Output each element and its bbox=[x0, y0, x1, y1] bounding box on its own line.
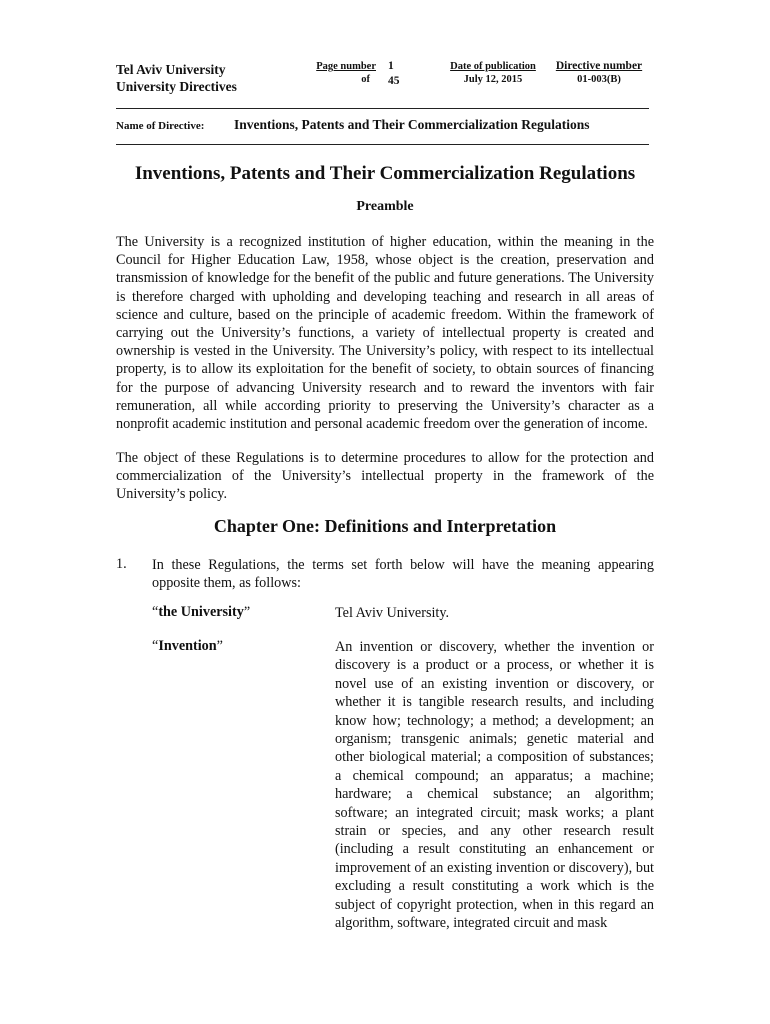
section-text: In these Regulations, the terms set forth below will have the meaning appearing opposite them, as follows: bbox=[152, 557, 654, 592]
definition-term bbox=[152, 604, 250, 621]
page-number-value: 1 bbox=[388, 60, 394, 72]
close-quote: ” bbox=[243, 604, 251, 620]
preamble-heading: Preamble bbox=[356, 199, 414, 214]
directive-number-value: 01-003(B) bbox=[577, 74, 621, 85]
page-number-values bbox=[388, 60, 412, 88]
of-label: of bbox=[361, 74, 370, 85]
publication-date-label: Date of publication bbox=[450, 61, 536, 72]
page-number-label: Page number bbox=[316, 61, 376, 72]
org-subtitle: University Directives bbox=[116, 79, 237, 94]
definition-text: An invention or discovery, whether the invention or discovery is a product or a process, or whether it is novel use of an existing invention or discovery, or whether it is tangible research results, and including know how; technology; a method; a development; an organism; transgenic animals; genetic material and other biological material; a composition of substances; a chemical compound; an apparatus; a machine; hardware; a chemical substance; an algorithm; software; an integrated circuit; mask works; a plant strain or species, and any other research result (including a result constituting an enhancement or improvement of an existing invention or discovery), but excluding a result constituting a work which is the subject of copyright protection, when in this regard an algorithm, software, integrated circuit and mask bbox=[335, 639, 654, 932]
open-quote: “ bbox=[152, 604, 159, 620]
publication-date-block bbox=[448, 60, 538, 86]
preamble-paragraph-2: The object of these Regulations is to determine procedures to allow for the protection and commercialization of the University’s intellectual property in the framework of the University’s policy. bbox=[116, 450, 654, 503]
header-divider-bottom bbox=[116, 144, 649, 145]
definition-text: Tel Aviv University. bbox=[335, 605, 450, 621]
document-title: Inventions, Patents and Their Commercialization Regulations bbox=[134, 163, 636, 184]
directive-name-row bbox=[116, 116, 649, 134]
term-text: the University bbox=[158, 604, 244, 620]
header-organization bbox=[116, 61, 237, 95]
page-number-labels bbox=[316, 60, 376, 86]
directive-name-value: Inventions, Patents and Their Commercialization Regulations bbox=[234, 117, 590, 132]
section-number: 1. bbox=[116, 556, 127, 572]
directive-number-block bbox=[553, 60, 645, 86]
preamble-paragraph-1: The University is a recognized institution of higher education, within the meaning in the Council for Higher Education Law, 1958, whose object is the creation, preservation and transmission of knowledge for the benefit of the public and future generations. The University is therefore charged with upholding and developing teaching and research in all areas of science and culture, based on the principle of academic freedom. Within the framework of carrying out the University’s functions, a variety of intellectual property is created and ownership is vested in the University. The University’s policy, with respect to its intellectual property, is to allow its exploitation for the benefit of society, to obtain sources of financing for the purpose of advancing University research and to reward the inventors with fair remuneration, all while according priority to preserving the University’s character as a nonprofit academic institution and personal academic freedom over the generation of income. bbox=[116, 234, 654, 433]
close-quote: ” bbox=[216, 638, 223, 654]
term-text: Invention bbox=[158, 638, 217, 654]
chapter-heading: Chapter One: Definitions and Interpretation bbox=[213, 516, 557, 536]
definition-term bbox=[152, 638, 223, 655]
org-name: Tel Aviv University bbox=[116, 62, 226, 77]
publication-date-value: July 12, 2015 bbox=[463, 74, 523, 85]
header-divider-top bbox=[116, 108, 649, 109]
page-total-value: 45 bbox=[388, 75, 400, 87]
directive-number-label: Directive number bbox=[555, 60, 643, 72]
directive-name-label: Name of Directive: bbox=[116, 120, 205, 132]
open-quote: “ bbox=[152, 638, 159, 654]
